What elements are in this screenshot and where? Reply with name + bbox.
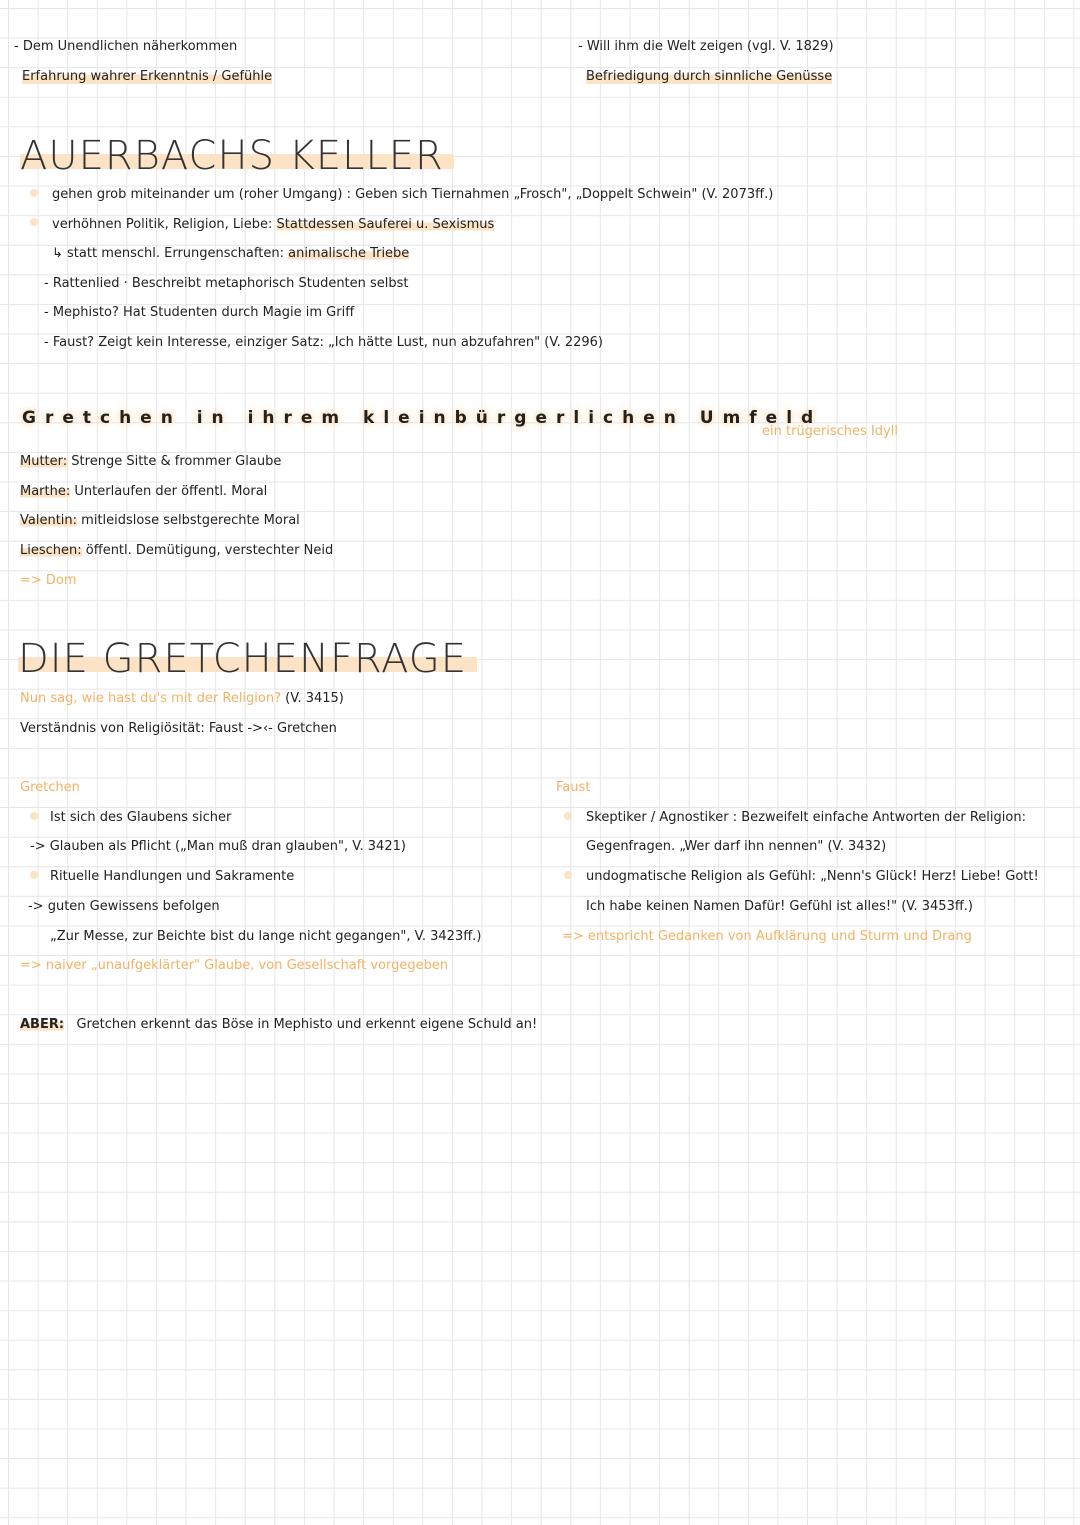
highlight-note: animalische Triebe (288, 246, 410, 261)
bullet-icon (564, 871, 572, 879)
note-line: -> guten Gewissens befolgen (28, 899, 220, 914)
section-title-gretchenfrage: DIE GRETCHENFRAGE (18, 637, 477, 681)
conclusion: => Dom (20, 573, 77, 588)
note-line: „Zur Messe, zur Beichte bist du lange nicht gegangen", V. 3423ff.) (50, 929, 482, 944)
character-desc: Strenge Sitte & frommer Glaube (71, 454, 282, 469)
quote: Nun sag, wie hast du's mit der Religion? (20, 691, 282, 706)
section-subtitle: ein trügerisches Idyll (762, 424, 898, 439)
bullet-icon (30, 812, 38, 820)
character-name: Valentin: (20, 513, 78, 528)
highlight-note: Stattdessen Sauferei u. Sexismus (276, 217, 495, 232)
character-name: Mutter: (20, 454, 68, 469)
section-title-umfeld: Gretchen in ihrem kleinbürgerlichen Umfeld (22, 408, 823, 428)
bullet-icon (30, 218, 38, 226)
highlight-note: Befriedigung durch sinnliche Genüsse (586, 69, 833, 84)
note-line: - Dem Unendlichen näherkommen (14, 39, 238, 54)
note-line: Rituelle Handlungen und Sakramente (50, 869, 295, 884)
section-title-auerbach: AUERBACHS KELLER (20, 134, 454, 178)
character-row (20, 542, 333, 560)
column-heading-faust: Faust (556, 780, 591, 795)
note-line: Verständnis von Religiösität: Faust ->‹- Gretchen (20, 721, 337, 736)
note-text: ↳ statt menschl. Errungenschaften: (52, 246, 284, 261)
character-name: Marthe: (20, 484, 71, 499)
note-line: Gegenfragen. „Wer darf ihn nennen" (V. 3432) (586, 839, 887, 854)
note-line: -> Glauben als Pflicht („Man muß dran glauben", V. 3421) (30, 839, 406, 854)
character-row (20, 453, 281, 471)
aber-text: Gretchen erkennt das Böse in Mephisto und erkennt eigene Schuld an! (76, 1017, 538, 1032)
highlight-note: Erfahrung wahrer Erkenntnis / Gefühle (22, 69, 273, 84)
aber-line (20, 1016, 537, 1034)
quote-line (20, 690, 344, 708)
note-text: verhöhnen Politik, Religion, Liebe: (52, 217, 273, 232)
note-line: - Mephisto? Hat Studenten durch Magie im Griff (44, 305, 355, 320)
note-line: undogmatische Religion als Gefühl: „Nenn's Glück! Herz! Liebe! Gott! (586, 869, 1039, 884)
conclusion: => entspricht Gedanken von Aufklärung und Sturm und Drang (562, 929, 972, 944)
character-row (20, 512, 300, 530)
character-desc: öffentl. Demütigung, verstechter Neid (85, 543, 334, 558)
note-line (52, 216, 494, 234)
note-line: - Will ihm die Welt zeigen (vgl. V. 1829) (578, 39, 834, 54)
column-heading-gretchen: Gretchen (20, 780, 80, 795)
bullet-icon (564, 812, 572, 820)
aber-label: ABER: (20, 1017, 65, 1032)
note-line: - Faust? Zeigt kein Interesse, einziger Satz: „Ich hätte Lust, nun abzufahren" (V. 2296) (44, 335, 603, 350)
character-row (20, 483, 267, 501)
note-line (52, 245, 409, 263)
character-desc: Unterlaufen der öffentl. Moral (74, 484, 268, 499)
note-line: Ich habe keinen Namen Dafür! Gefühl ist alles!" (V. 3453ff.) (586, 899, 973, 914)
character-name: Lieschen: (20, 543, 82, 558)
character-desc: mitleidslose selbstgerechte Moral (81, 513, 300, 528)
note-line: Skeptiker / Agnostiker : Bezweifelt einfache Antworten der Religion: (586, 810, 1026, 825)
conclusion: => naiver „unaufgeklärter" Glaube, von Gesellschaft vorgegeben (20, 958, 449, 973)
bullet-icon (30, 189, 38, 197)
note-line: Ist sich des Glaubens sicher (50, 810, 232, 825)
quote-ref: (V. 3415) (285, 691, 344, 706)
bullet-icon (30, 871, 38, 879)
note-line: gehen grob miteinander um (roher Umgang) : Geben sich Tiernahmen „Frosch", „Doppelt Schwein" (V. 2073ff.) (52, 187, 774, 202)
note-line: - Rattenlied · Beschreibt metaphorisch Studenten selbst (44, 276, 409, 291)
